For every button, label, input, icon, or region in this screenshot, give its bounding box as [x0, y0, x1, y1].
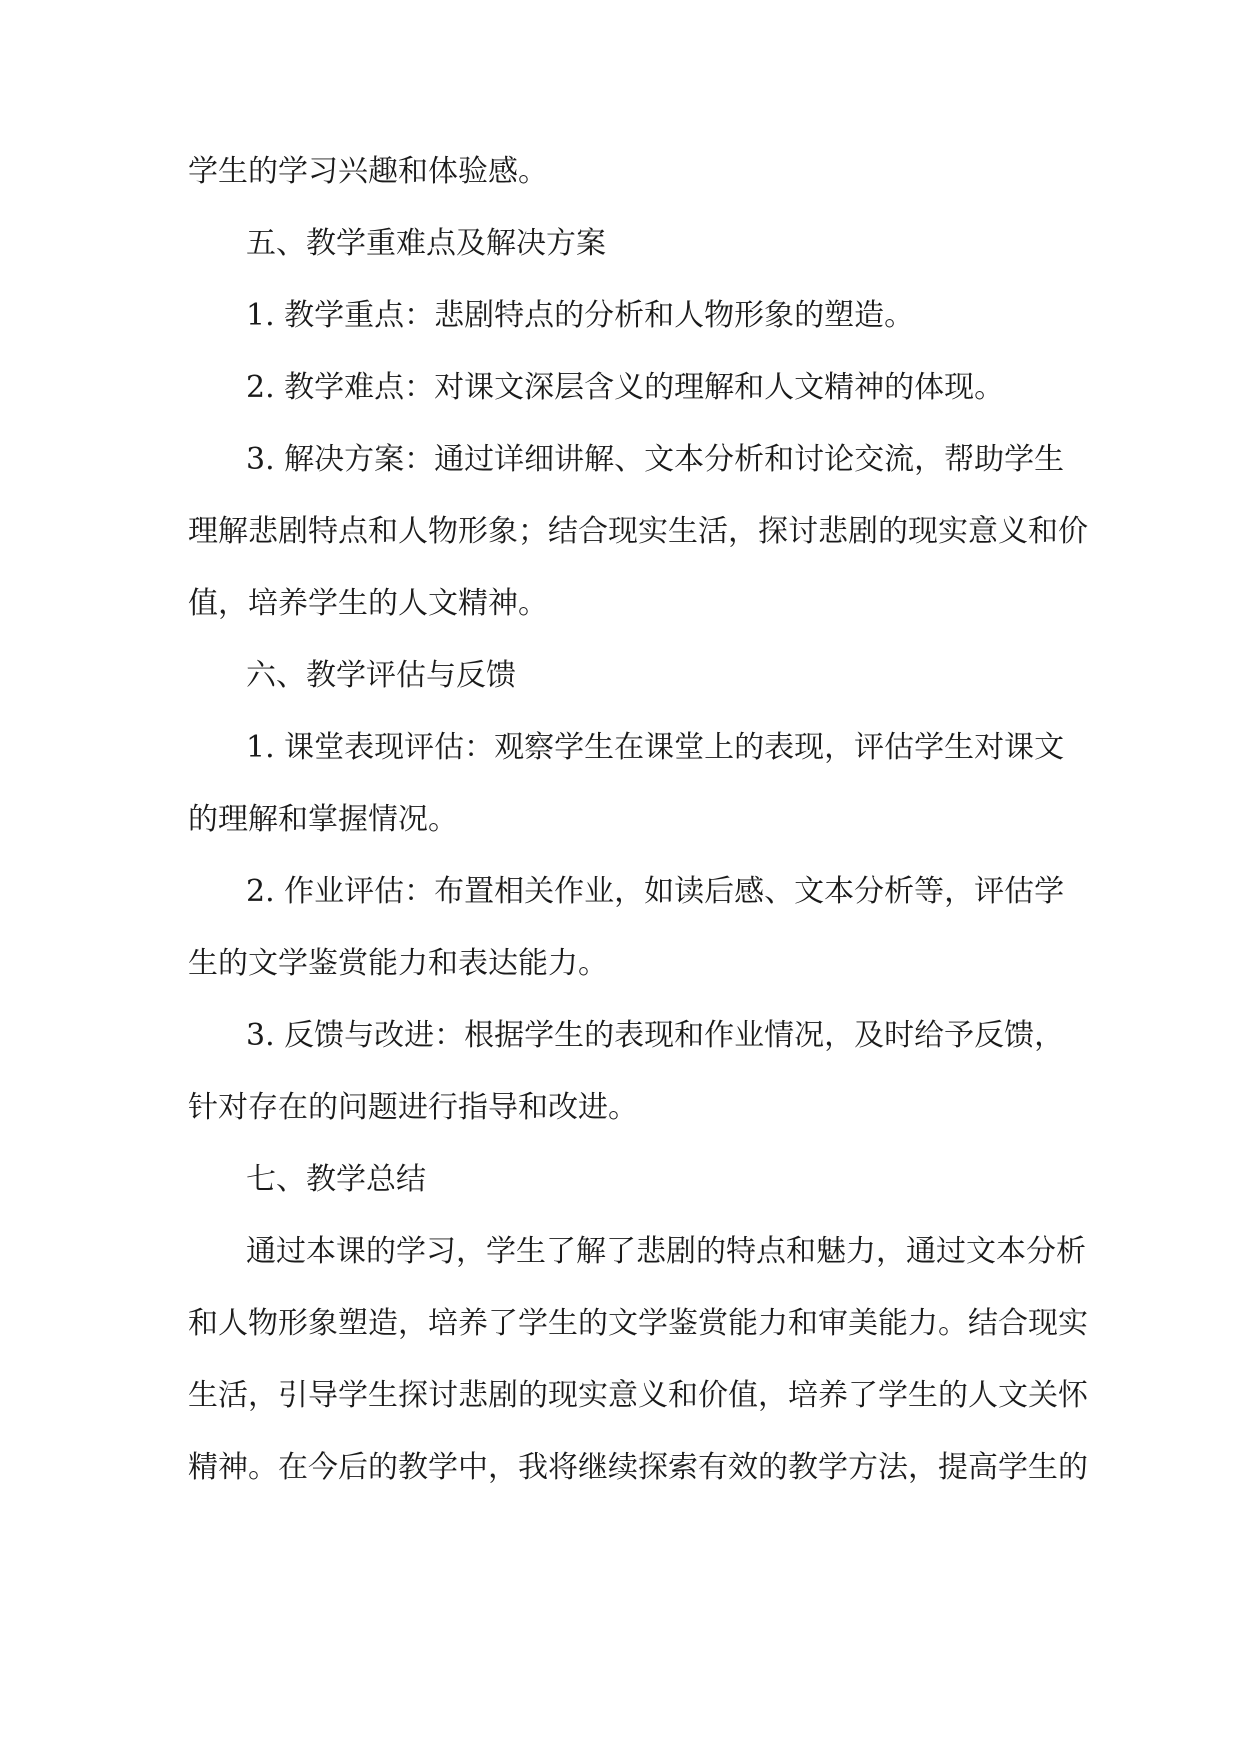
list-item: 2. 教学难点：对课文深层含义的理解和人文精神的体现。 [246, 370, 1005, 405]
list-item: 3. 解决方案：通过详细讲解、文本分析和讨论交流，帮助学生 [246, 442, 1065, 477]
list-item: 2. 作业评估：布置相关作业，如读后感、文本分析等，评估学 [246, 874, 1065, 909]
paragraph-line: 生的文学鉴赏能力和表达能力。 [188, 946, 608, 981]
paragraph-line: 值，培养学生的人文精神。 [188, 586, 548, 621]
list-item: 1. 教学重点：悲剧特点的分析和人物形象的塑造。 [246, 298, 915, 333]
paragraph-line: 理解悲剧特点和人物形象；结合现实生活，探讨悲剧的现实意义和价 [188, 514, 1088, 549]
paragraph-line: 通过本课的学习，学生了解了悲剧的特点和魅力，通过文本分析 [246, 1234, 1086, 1269]
paragraph-line: 精神。在今后的教学中，我将继续探索有效的教学方法，提高学生的 [188, 1450, 1088, 1485]
paragraph-line: 针对存在的问题进行指导和改进。 [188, 1090, 638, 1125]
paragraph-line: 的理解和掌握情况。 [188, 802, 458, 837]
paragraph-line: 学生的学习兴趣和体验感。 [188, 154, 548, 189]
section-heading: 五、教学重难点及解决方案 [246, 226, 606, 261]
section-heading: 七、教学总结 [246, 1162, 426, 1197]
list-item: 3. 反馈与改进：根据学生的表现和作业情况，及时给予反馈， [246, 1018, 1065, 1053]
paragraph-line: 和人物形象塑造，培养了学生的文学鉴赏能力和审美能力。结合现实 [188, 1306, 1088, 1341]
section-heading: 六、教学评估与反馈 [246, 658, 516, 693]
paragraph-line: 生活，引导学生探讨悲剧的现实意义和价值，培养了学生的人文关怀 [188, 1378, 1088, 1413]
list-item: 1. 课堂表现评估：观察学生在课堂上的表现，评估学生对课文 [246, 730, 1065, 765]
